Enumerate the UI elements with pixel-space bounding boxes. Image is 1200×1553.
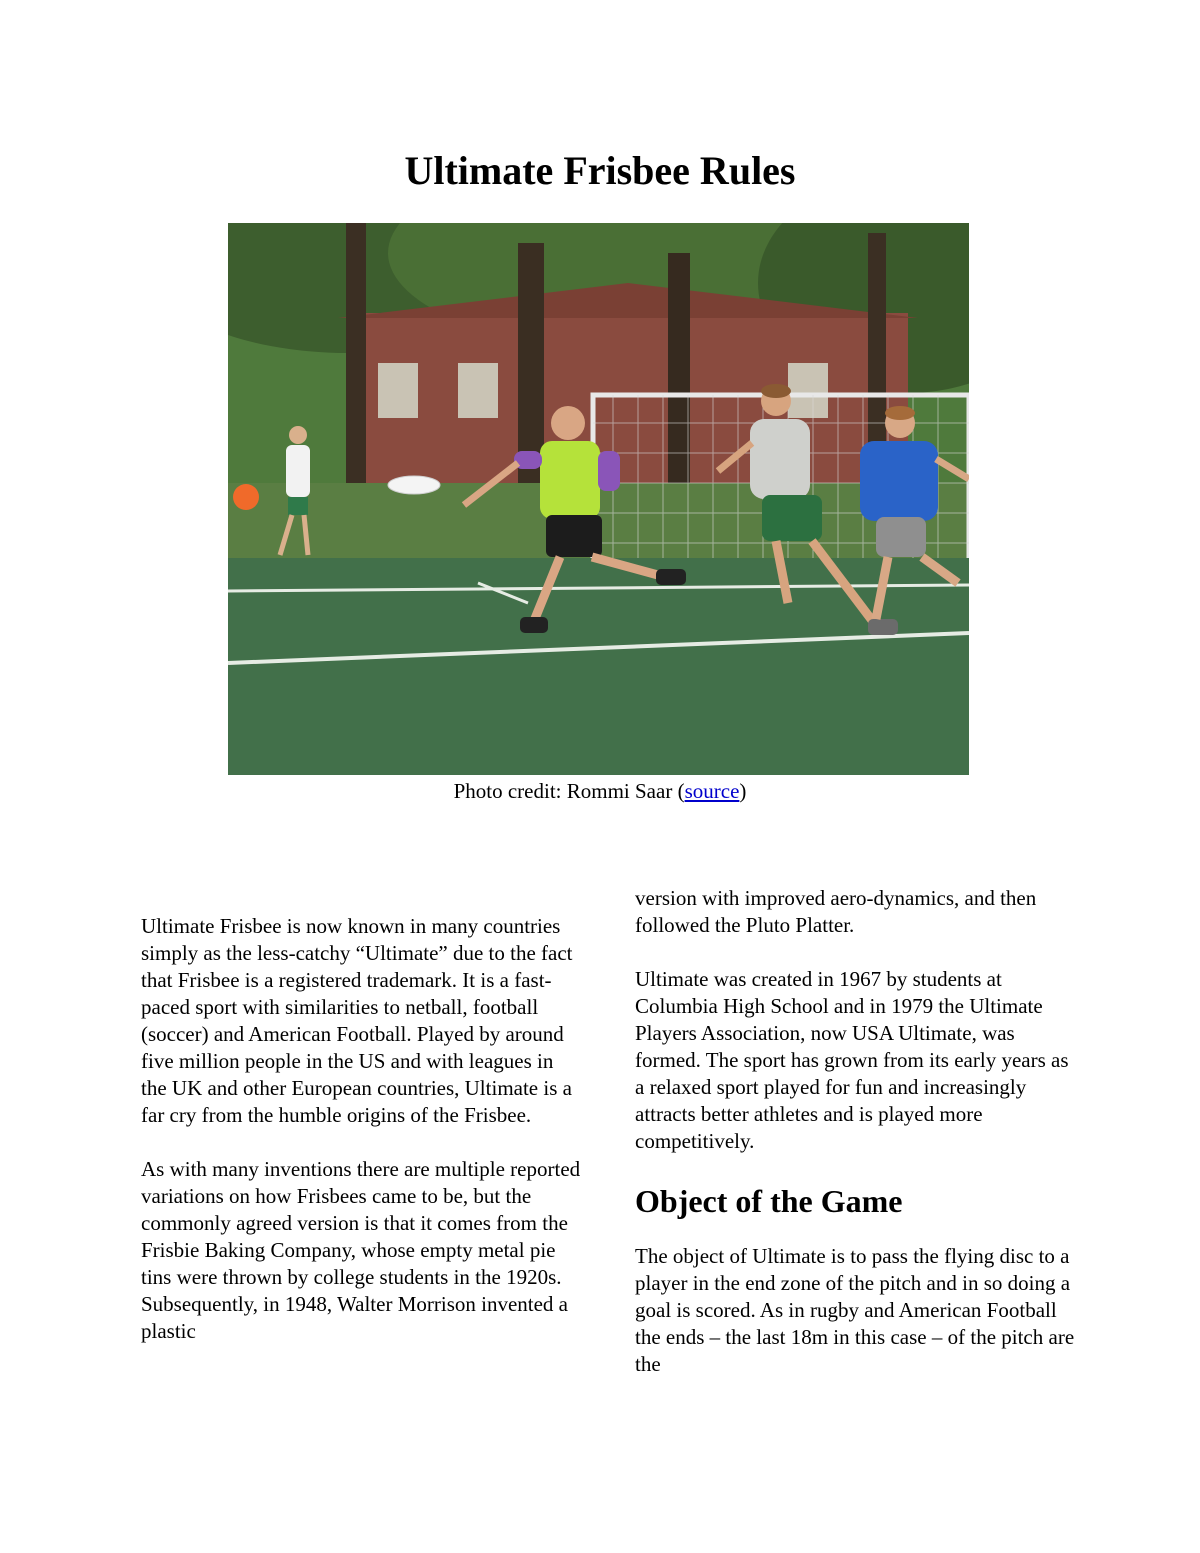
section-heading-object-of-the-game: Object of the Game [635, 1183, 903, 1219]
history-continued-paragraph: version with improved aero-dynamics, and then followed the Pluto Platter. [635, 886, 1037, 937]
building-window [788, 363, 828, 418]
ultimate-frisbee-photo [228, 223, 969, 775]
building-window [458, 363, 498, 418]
left-column [141, 913, 581, 1372]
caption-text-end: ) [739, 779, 747, 803]
history-paragraph: As with many inventions there are multiple reported variations on how Frisbees came to be, but the commonly agreed version is that it comes from the Frisbie Baking Company, whose empty metal pie tins were thrown by college students in the 1920s. Subsequently, in 1948, Walter Morrison invented a plastic [141, 1157, 581, 1343]
photo-illustration [228, 223, 969, 775]
building-window [378, 363, 418, 418]
intro-paragraph: Ultimate Frisbee is now known in many countries simply as the less-catchy “Ultimate” due to the fact that Frisbee is a registered trademark. It is a fast-paced sport with similarities to netball, football (soccer) and American Football. Played by around five million people in the US and with leagues in the UK and other European countries, Ultimate is a far cry from the humble origins of the Frisbee. [141, 914, 573, 1127]
object-paragraph: The object of Ultimate is to pass the flying disc to a player in the end zone of the pitch and in so doing a goal is scored. As in rugby and American Football the ends – the last 18m in this case – of the pitch are the [635, 1244, 1075, 1376]
caption-text: Photo credit: Rommi Saar ( [453, 779, 685, 803]
origin-paragraph: Ultimate was created in 1967 by students at Columbia High School and in 1979 the Ultimate Players Association, now USA Ultimate, was formed. The sport has grown from its early years as a relaxed sport played for fun and increasingly attracts better athletes and is played more competitively. [635, 967, 1069, 1153]
photo-caption [0, 777, 1200, 805]
orange-disc [233, 484, 259, 510]
source-link[interactable]: source [684, 779, 740, 803]
right-column [635, 885, 1075, 1405]
white-disc [388, 476, 440, 494]
page-title: Ultimate Frisbee Rules [404, 148, 796, 193]
